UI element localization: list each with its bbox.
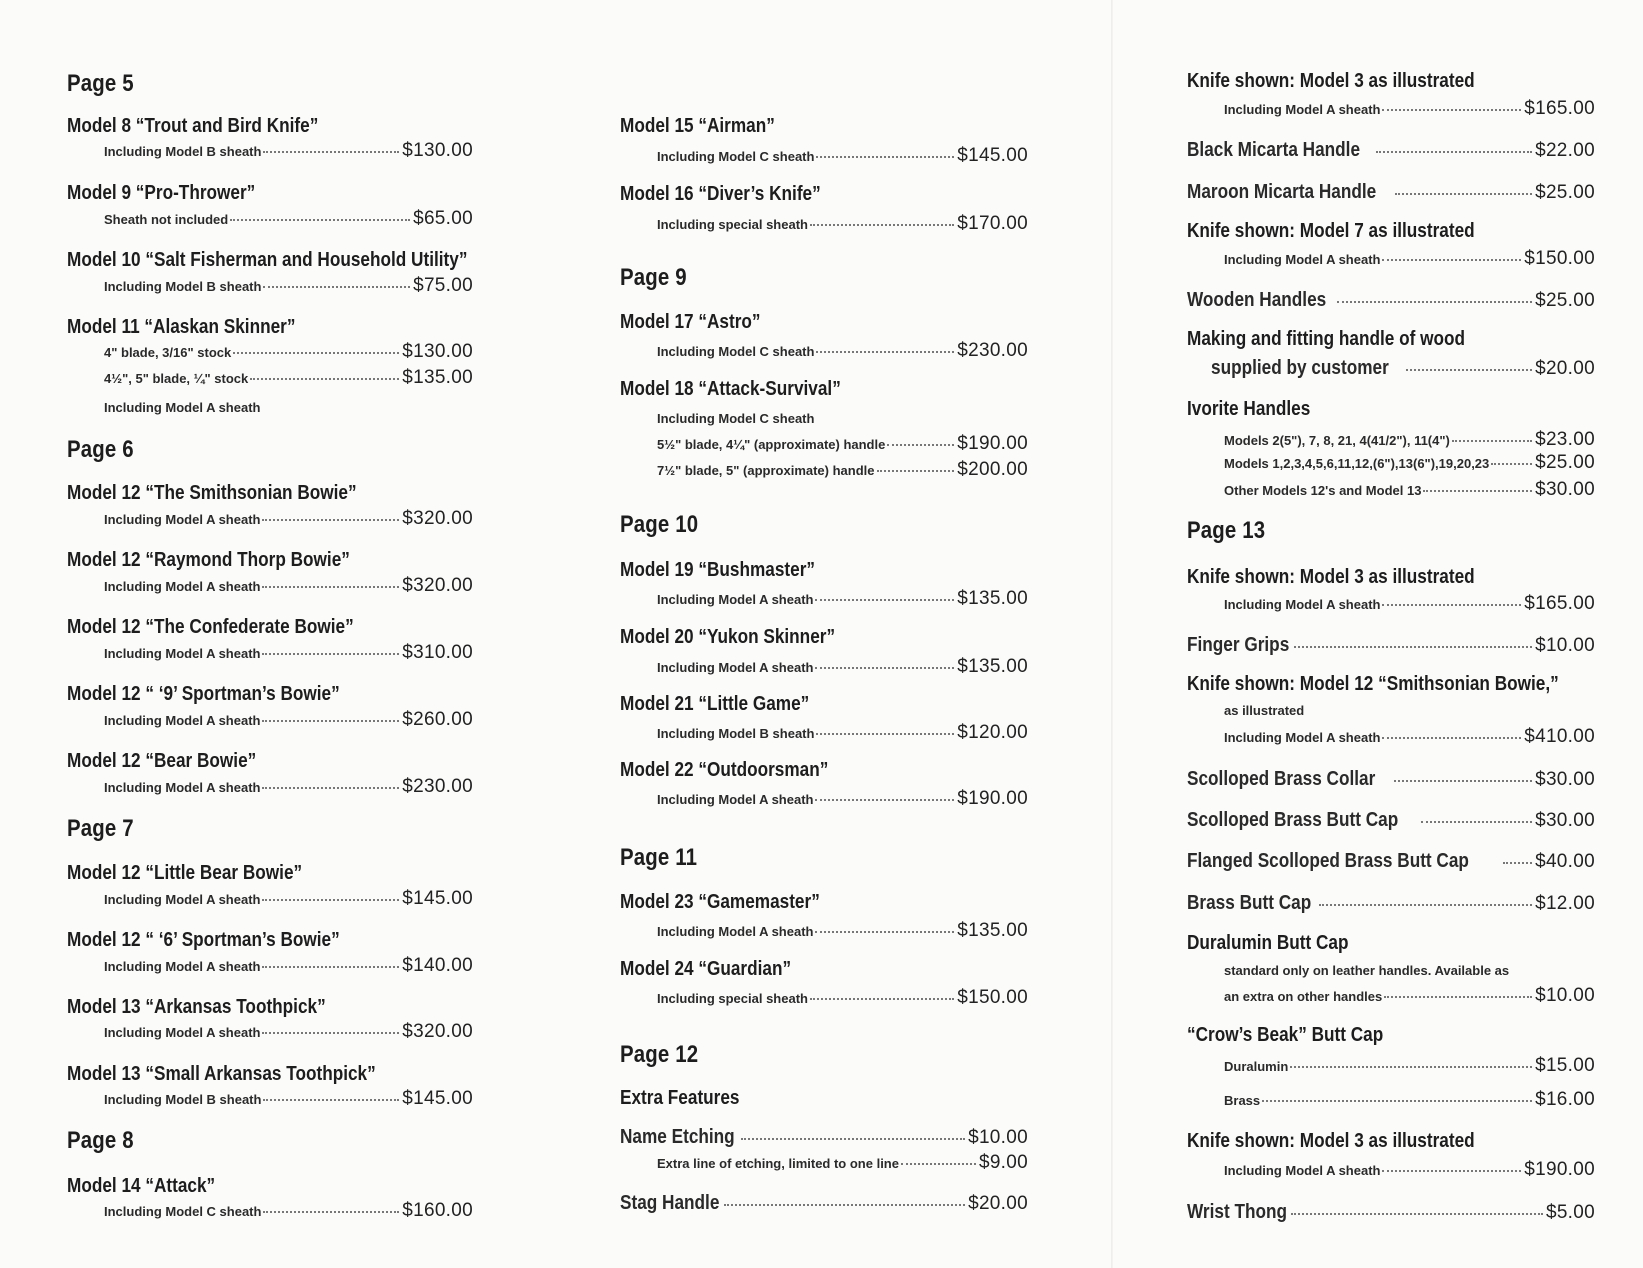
price-row: Scolloped Brass Collar $30.00 — [1187, 768, 1595, 790]
price-row: Brass Butt Cap $12.00 — [1187, 892, 1595, 914]
price-row: Including special sheath $150.00 — [657, 987, 1028, 1008]
price-row: Including Model A sheath $190.00 — [1224, 1159, 1595, 1180]
price-row: Including Model A sheath $135.00 — [657, 588, 1028, 609]
price-row: Including Model A sheath $310.00 — [104, 642, 473, 663]
price-row: Including special sheath $170.00 — [657, 213, 1028, 234]
model-title: Model 20 “Yukon Skinner” — [620, 626, 836, 648]
price-row: Including Model A sheath $260.00 — [104, 709, 473, 730]
model-title: Knife shown: Model 12 “Smithsonian Bowie,” — [1187, 673, 1559, 695]
model-title: Model 9 “Pro-Thrower” — [67, 182, 256, 204]
price-row: Including Model B sheath $130.00 — [104, 140, 473, 161]
price-row: Other Models 12's and Model 13 $30.00 — [1224, 479, 1595, 500]
model-title: Model 21 “Little Game” — [620, 693, 810, 715]
model-title: Model 11 “Alaskan Skinner” — [67, 316, 296, 338]
price-row: Brass $16.00 — [1224, 1089, 1595, 1110]
model-title: Model 12 “The Confederate Bowie” — [67, 616, 354, 638]
price-row: 4½", 5" blade, ¼" stock $135.00 — [104, 367, 473, 388]
price-row: Including Model B sheath $145.00 — [104, 1088, 473, 1109]
model-title: Model 19 “Bushmaster” — [620, 559, 815, 581]
model-title: Model 12 “ ‘6’ Sportman’s Bowie” — [67, 929, 340, 951]
model-title: Model 12 “ ‘9’ Sportman’s Bowie” — [67, 683, 340, 705]
price-row: Including Model C sheath $145.00 — [657, 145, 1028, 166]
price-row: Including Model C sheath $230.00 — [657, 340, 1028, 361]
price-row: Scolloped Brass Butt Cap $30.00 — [1187, 809, 1595, 831]
price-row: Including Model B sheath $120.00 — [657, 722, 1028, 743]
page-heading: Page 5 — [67, 70, 134, 97]
price-row: Including Model A sheath $320.00 — [104, 1021, 473, 1042]
note: as illustrated — [1224, 703, 1305, 718]
page-heading: Page 8 — [67, 1127, 134, 1154]
price-row: Including Model A sheath $165.00 — [1224, 593, 1595, 614]
price-row: Flanged Scolloped Brass Butt Cap $40.00 — [1187, 850, 1595, 872]
model-title: Model 12 “Raymond Thorp Bowie” — [67, 549, 350, 571]
price-row: Extra line of etching, limited to one line $9.00 — [657, 1152, 1028, 1173]
section-heading: Making and fitting handle of wood — [1187, 328, 1466, 350]
price-row: Models 2(5"), 7, 8, 21, 4(41/2"), 11(4") $23.00 — [1224, 429, 1595, 450]
price-row: Sheath not included $65.00 — [104, 208, 473, 229]
model-title: Model 17 “Astro” — [620, 311, 761, 333]
price-row: Including Model A sheath $135.00 — [657, 656, 1028, 677]
section-heading: Ivorite Handles — [1187, 398, 1311, 420]
price-row: Including Model A sheath $135.00 — [657, 920, 1028, 941]
model-title: Model 13 “Small Arkansas Toothpick” — [67, 1063, 376, 1085]
price-row: Including Model C sheath $160.00 — [104, 1200, 473, 1221]
page-heading: Page 11 — [620, 844, 698, 871]
section-heading: Extra Features — [620, 1087, 740, 1109]
model-title: Knife shown: Model 3 as illustrated — [1187, 70, 1475, 92]
price-row: Including Model A sheath $190.00 — [657, 788, 1028, 809]
price-row: Including Model A sheath $140.00 — [104, 955, 473, 976]
model-title: Model 12 “Bear Bowie” — [67, 750, 257, 772]
section-heading: “Crow’s Beak” Butt Cap — [1187, 1024, 1384, 1046]
page-fold — [1111, 0, 1113, 1268]
price-row: 4" blade, 3/16" stock $130.00 — [104, 341, 473, 362]
model-title: Model 15 “Airman” — [620, 115, 775, 137]
price-row: Models 1,2,3,4,5,6,11,12,(6"),13(6"),19,20,23 $25.00 — [1224, 452, 1595, 473]
price-row: Wrist Thong $5.00 — [1187, 1201, 1595, 1223]
price-row: Name Etching $10.00 — [620, 1126, 1028, 1148]
price-row: Including Model B sheath $75.00 — [104, 275, 473, 296]
model-title: Knife shown: Model 3 as illustrated — [1187, 566, 1475, 588]
sheath-note: Including Model A sheath — [104, 400, 261, 415]
model-title: Model 24 “Guardian” — [620, 958, 792, 980]
model-title: Model 22 “Outdoorsman” — [620, 759, 829, 781]
model-title: Model 14 “Attack” — [67, 1175, 216, 1197]
price-row: Including Model A sheath $320.00 — [104, 508, 473, 529]
price-row: Wooden Handles $25.00 — [1187, 289, 1595, 311]
price-row: Including Model A sheath $150.00 — [1224, 248, 1595, 269]
price-row: Including Model A sheath $320.00 — [104, 575, 473, 596]
model-title: Model 18 “Attack-Survival” — [620, 378, 841, 400]
section-heading: Duralumin Butt Cap — [1187, 932, 1349, 954]
page-heading: Page 12 — [620, 1041, 699, 1068]
model-title: Model 10 “Salt Fisherman and Household Utility” — [67, 249, 468, 271]
price-row: an extra on other handles $10.00 — [1224, 985, 1595, 1006]
price-row: 5½" blade, 4¼" (approximate) handle $190.00 — [657, 433, 1028, 454]
page-heading: Page 7 — [67, 815, 134, 842]
model-title: Model 12 “The Smithsonian Bowie” — [67, 482, 357, 504]
model-title: Knife shown: Model 3 as illustrated — [1187, 1130, 1475, 1152]
model-title: Model 16 “Diver’s Knife” — [620, 183, 821, 205]
price-row: Including Model A sheath $165.00 — [1224, 98, 1595, 119]
price-row: Duralumin $15.00 — [1224, 1055, 1595, 1076]
page-heading: Page 6 — [67, 436, 134, 463]
price-row: Including Model A sheath $410.00 — [1224, 726, 1595, 747]
price-row: Maroon Micarta Handle $25.00 — [1187, 181, 1595, 203]
page-heading: Page 13 — [1187, 517, 1266, 544]
sheath-note: Including Model C sheath — [657, 411, 815, 426]
model-title: Knife shown: Model 7 as illustrated — [1187, 220, 1475, 242]
page-heading: Page 9 — [620, 264, 687, 291]
model-title: Model 23 “Gamemaster” — [620, 891, 820, 913]
model-title: Model 12 “Little Bear Bowie” — [67, 862, 303, 884]
page-heading: Page 10 — [620, 511, 699, 538]
price-row: Black Micarta Handle $22.00 — [1187, 139, 1595, 161]
model-title: Model 8 “Trout and Bird Knife” — [67, 115, 319, 137]
price-row: supplied by customer $20.00 — [1211, 357, 1595, 379]
price-row: 7½" blade, 5" (approximate) handle $200.00 — [657, 459, 1028, 480]
price-row: Finger Grips $10.00 — [1187, 634, 1595, 656]
price-row: Stag Handle $20.00 — [620, 1192, 1028, 1214]
price-row: Including Model A sheath $145.00 — [104, 888, 473, 909]
price-row: Including Model A sheath $230.00 — [104, 776, 473, 797]
note: standard only on leather handles. Available as — [1224, 963, 1510, 978]
model-title: Model 13 “Arkansas Toothpick” — [67, 996, 326, 1018]
